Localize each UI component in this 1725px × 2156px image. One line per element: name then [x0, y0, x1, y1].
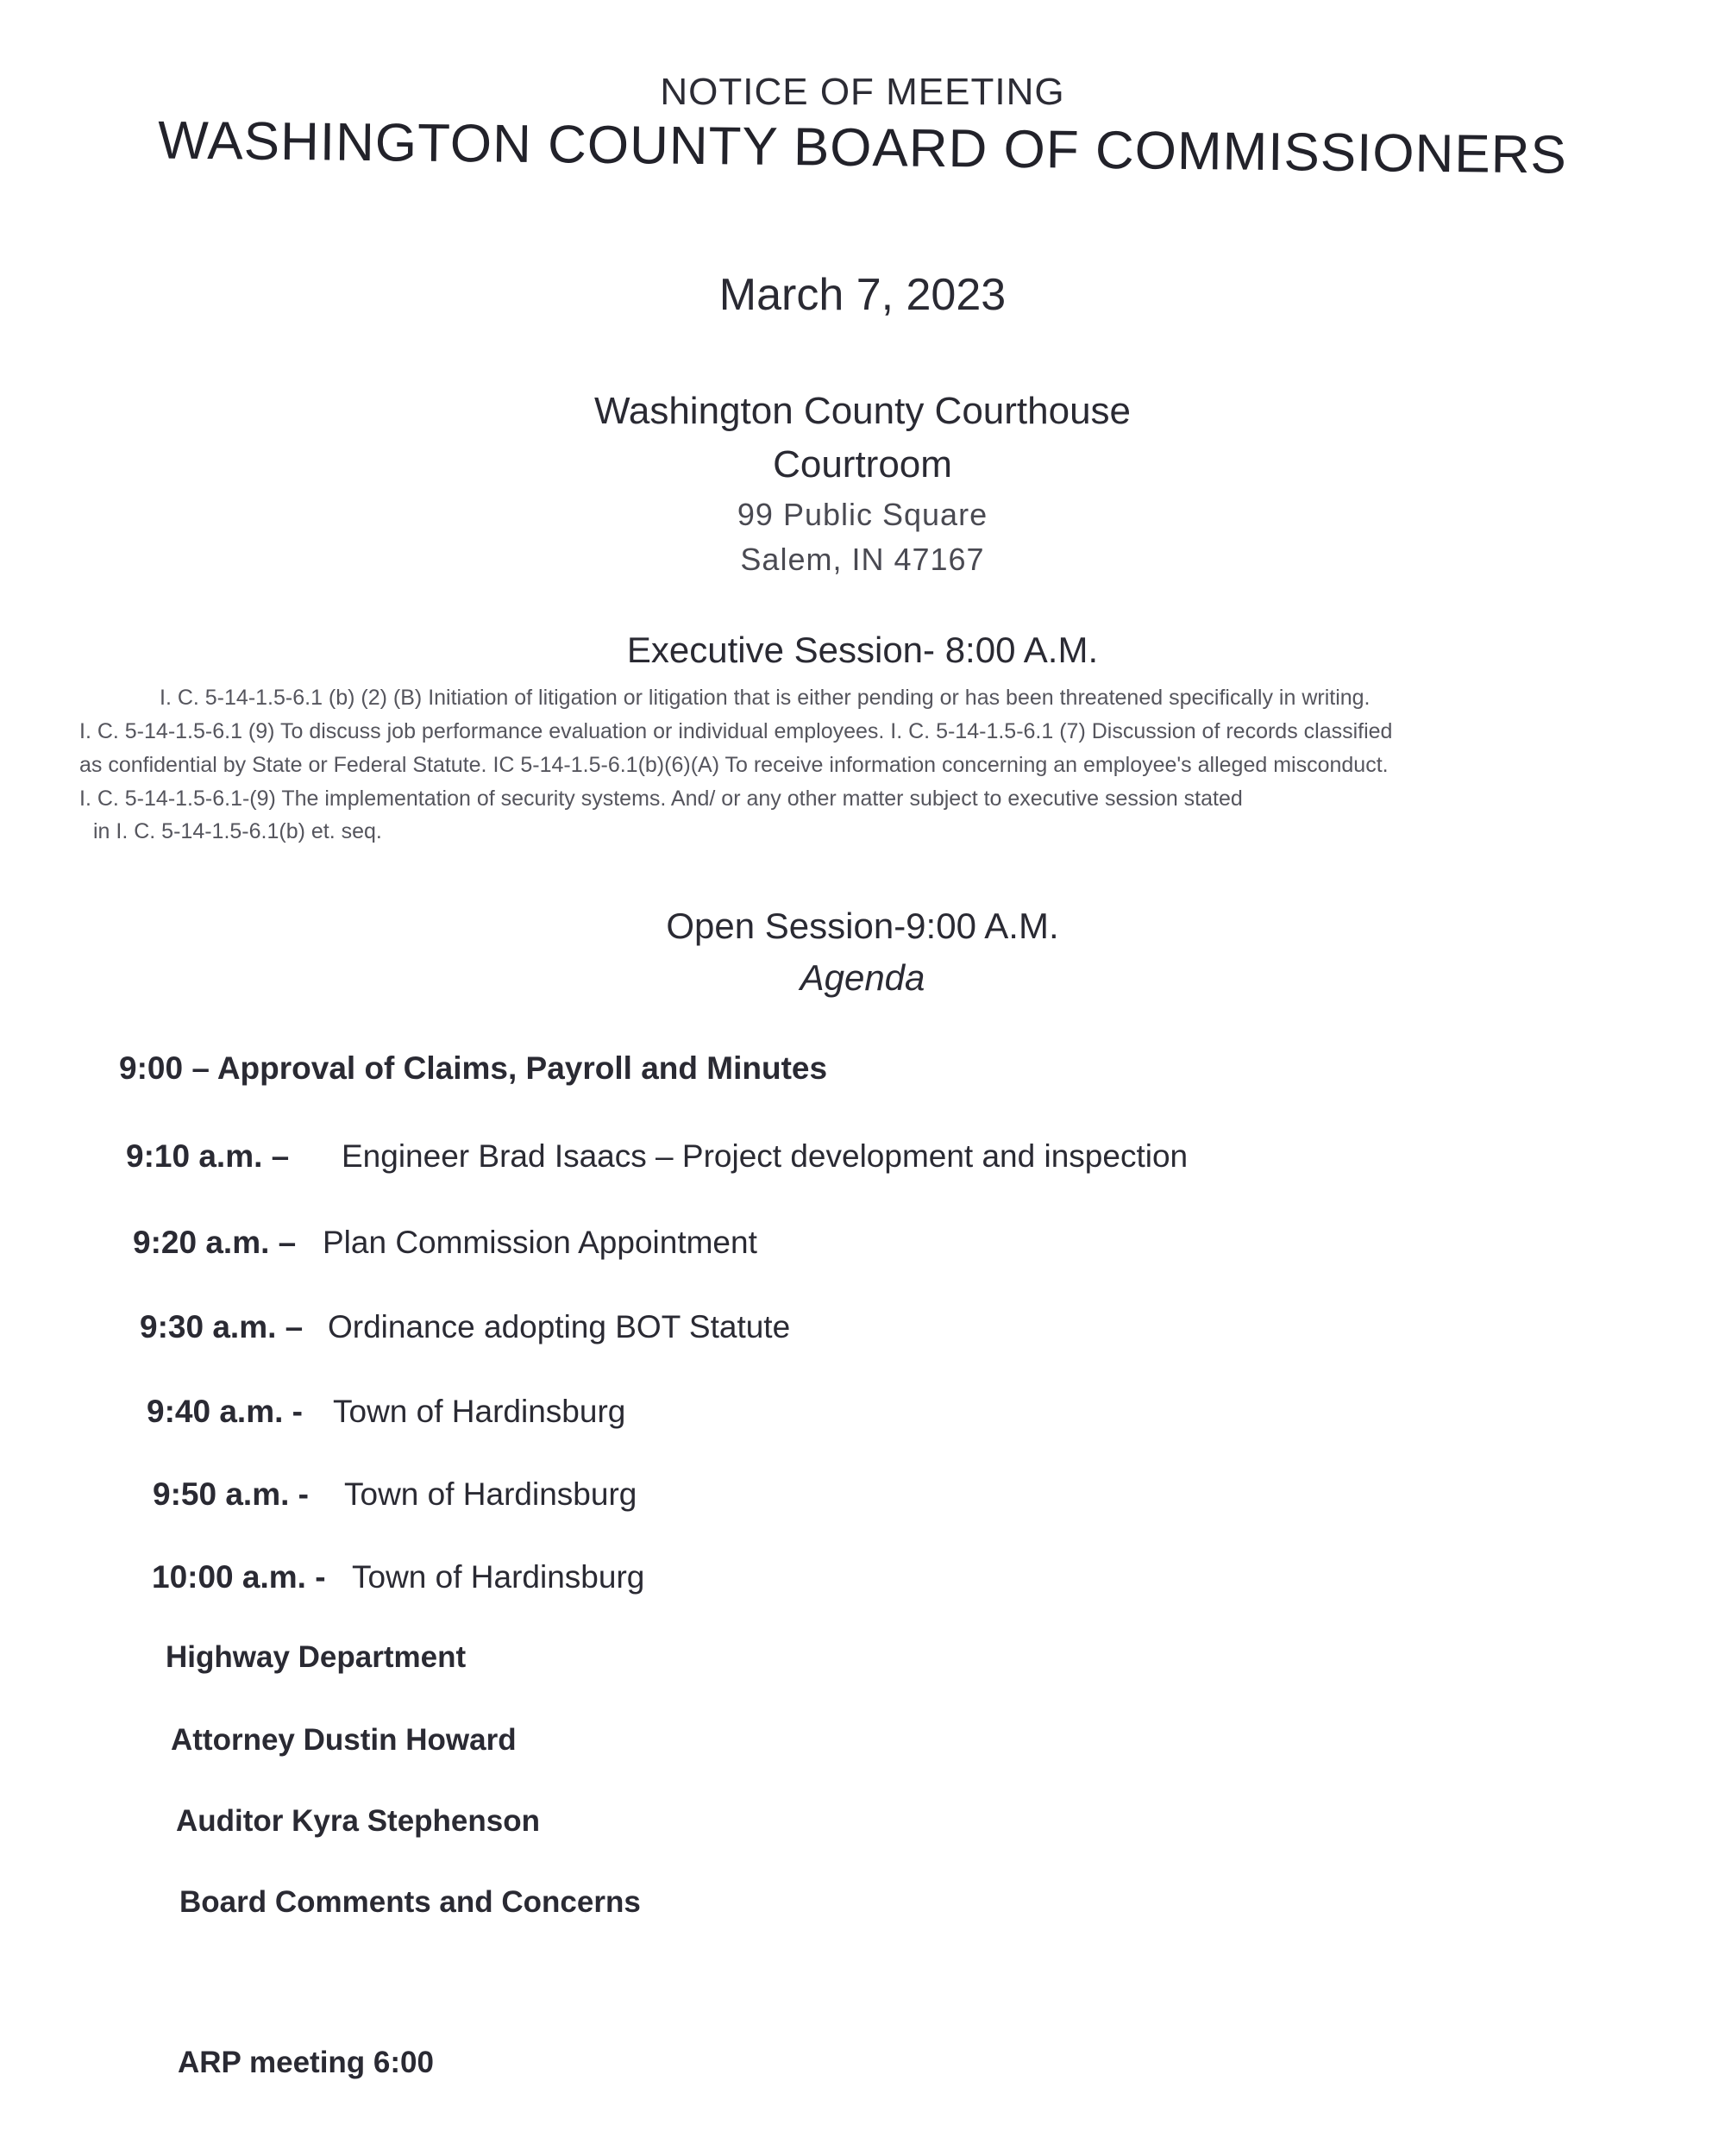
statute-line: I. C. 5-14-1.5-6.1-(9) The implementation of security systems. And/ or any other matter subject to executive session stated — [79, 787, 1243, 811]
agenda-label: Agenda — [800, 957, 925, 998]
agenda-description: Engineer Brad Isaacs – Project development and inspection — [342, 1138, 1189, 1174]
agenda-other-item: Highway Department — [166, 1640, 467, 1674]
open-session-title: Open Session-9:00 A.M. — [666, 906, 1059, 946]
arp-meeting-note: ARP meeting 6:00 — [178, 2046, 434, 2079]
venue-name: Washington County Courthouse — [593, 390, 1132, 432]
agenda-item — [147, 1394, 626, 1430]
agenda-time: 9:40 a.m. - — [147, 1394, 303, 1429]
venue-street: 99 Public Square — [737, 497, 988, 532]
agenda-other-item: Board Comments and Concerns — [179, 1885, 641, 1919]
agenda-time: 10:00 a.m. - — [152, 1559, 326, 1595]
executive-session-title: Executive Session- 8:00 A.M. — [626, 630, 1099, 670]
statute-line: I. C. 5-14-1.5-6.1 (9) To discuss job performance evaluation or individual employees. I. C. 5-14-1.5-6.1 (7) Discussion of records classified — [79, 719, 1393, 743]
venue-city: Salem, IN 47167 — [740, 542, 985, 577]
agenda-item: 9:00 – Approval of Claims, Payroll and Minutes — [119, 1050, 828, 1086]
agenda-description: Town of Hardinsburg — [333, 1394, 626, 1429]
agenda-item — [126, 1138, 1189, 1175]
agenda-item — [140, 1309, 791, 1345]
meeting-date: March 7, 2023 — [718, 270, 1007, 320]
agenda-item — [133, 1225, 757, 1261]
agenda-other-item: Auditor Kyra Stephenson — [176, 1804, 540, 1838]
agenda-time: 9:20 a.m. – — [133, 1225, 297, 1260]
statute-line: I. C. 5-14-1.5-6.1 (b) (2) (B) Initiation of litigation or litigation that is either pending or has been threatened specifically in writing. — [160, 686, 1371, 710]
agenda-time: 9:50 a.m. - — [153, 1476, 309, 1512]
agenda-time: 9:10 a.m. – — [126, 1138, 290, 1174]
venue-room: Courtroom — [773, 443, 952, 486]
agenda-description: Ordinance adopting BOT Statute — [328, 1309, 791, 1344]
agenda-description: Plan Commission Appointment — [323, 1225, 757, 1260]
agenda-description: Town of Hardinsburg — [352, 1559, 645, 1595]
agenda-time: 9:30 a.m. – — [140, 1309, 304, 1344]
board-title: WASHINGTON COUNTY BOARD OF COMMISSIONERS — [157, 110, 1568, 185]
statute-line: in I. C. 5-14-1.5-6.1(b) et. seq. — [93, 819, 382, 843]
agenda-description: Town of Hardinsburg — [344, 1476, 637, 1512]
statute-line: as confidential by State or Federal Statute. IC 5-14-1.5-6.1(b)(6)(A) To receive information concerning an employee's alleged misconduct. — [79, 753, 1389, 777]
agenda-item — [153, 1476, 637, 1513]
notice-heading: NOTICE OF MEETING — [660, 71, 1065, 113]
agenda-item — [152, 1559, 645, 1595]
agenda-other-item: Attorney Dustin Howard — [171, 1723, 517, 1757]
